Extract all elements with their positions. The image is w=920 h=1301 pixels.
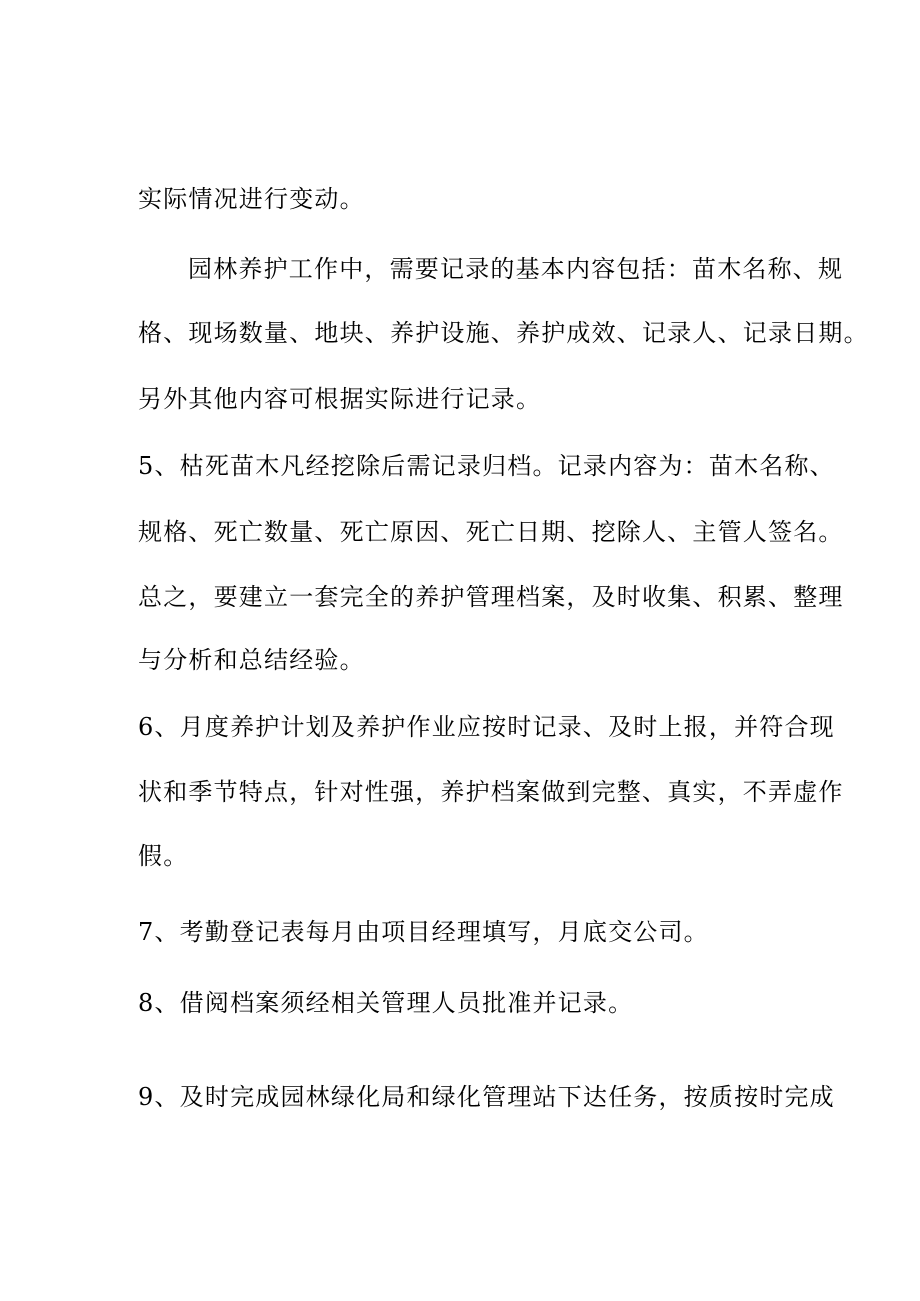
item-6-line-3: 假。 — [138, 842, 189, 870]
item-5-line-3: 总之，要建立一套完全的养护管理档案，及时收集、积累、整理 — [138, 583, 844, 611]
paragraph-recording-contents-line-1: 园林养护工作中，需要记录的基本内容包括：苗木名称、规 — [188, 255, 844, 283]
item-5-line-4: 与分析和总结经验。 — [138, 646, 365, 674]
item-5-line-1: 5、枯死苗木凡经挖除后需记录归档。记录内容为：苗木名称、 — [138, 452, 835, 480]
paragraph-recording-contents-line-3: 另外其他内容可根据实际进行记录。 — [138, 385, 542, 413]
item-7-line-1: 7、考勤登记表每月由项目经理填写，月底交公司。 — [138, 918, 709, 946]
text-line-1: 实际情况进行变动。 — [138, 185, 365, 213]
item-6-line-1: 6、月度养护计划及养护作业应按时记录、及时上报，并符合现 — [138, 713, 835, 741]
item-5-line-2: 规格、死亡数量、死亡原因、死亡日期、挖除人、主管人签名。 — [138, 518, 844, 546]
item-6-line-2: 状和季节特点，针对性强，养护档案做到完整、真实，不弄虚作 — [138, 778, 844, 806]
item-9-line-1: 9、及时完成园林绿化局和绿化管理站下达任务，按质按时完成 — [138, 1083, 835, 1111]
paragraph-recording-contents-line-2: 格、现场数量、地块、养护设施、养护成效、记录人、记录日期。 — [138, 319, 869, 347]
item-8-line-1: 8、借阅档案须经相关管理人员批准并记录。 — [138, 989, 634, 1017]
